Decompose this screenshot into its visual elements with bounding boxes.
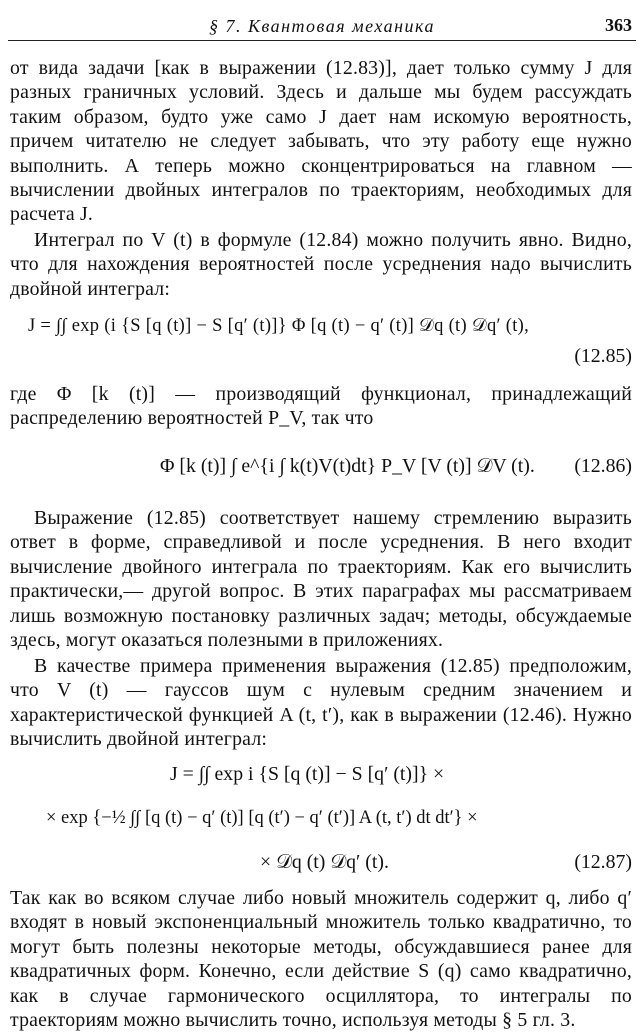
running-title: § 7. Квантовая механика <box>208 16 436 36</box>
equation-number-12-87: (12.87) <box>574 851 632 873</box>
equation-number-12-85: (12.85) <box>574 345 632 367</box>
equation-12-86-body: Φ [k (t)] ∫ e^{i ∫ k(t)V(t)dt} P_V [V (t)] 𝒟V (t). <box>160 455 535 477</box>
paragraph-6: Так как во всяком случае либо новый множитель содержит q, либо q′ входят в новый экспоненциальный множитель только квадратично, то могут быть полезны некоторые методы, обсуждавшиеся ранее для квадратичных форм. Конечно, если действие S (q) само квадратично, как в случае гармонического осциллятора, то интегралы по траекториям можно вычислить точно, используя методы § 5 гл. 3. <box>10 887 632 1032</box>
equation-12-87-line-1: J = ∫∫ exp i {S [q (t)] − S [q′ (t)]} × <box>170 763 445 785</box>
paragraph-3: где Φ [k (t)] — производящий функционал, принадлежащий распределению вероятностей P_V, так что <box>10 383 632 430</box>
equation-12-87 <box>10 756 632 886</box>
equation-12-87-line-3: × 𝒟q (t) 𝒟q′ (t). <box>260 851 389 873</box>
equation-12-86 <box>10 440 632 506</box>
paragraph-1: от вида задачи [как в выражении (12.83)], дает только сумму J для разных граничных условий. Здесь и дальше мы будем рассуждать таким образом, будто уже само J дает нам искомую вероятность, причем читателю не следует забывать, что эту работу еще нужно выполнить. А теперь можно сконцентрироваться на главном — вычислении двойных интегралов по траекториям, необходимых для расчета J. <box>10 57 632 226</box>
equation-12-85 <box>10 306 632 382</box>
equation-number-12-86: (12.86) <box>574 455 632 477</box>
equation-12-85-body: J = ∫∫ exp (i {S [q (t)] − S [q′ (t)]} Φ [q (t) − q′ (t)] 𝒟q (t) 𝒟q′ (t), <box>28 316 530 336</box>
paragraph-4: Выражение (12.85) соответствует нашему стремлению выразить ответ в форме, справедливой и после усреднения. В него входит вычисление двойного интеграла по траекториям. Как его вычислить практически,— другой вопрос. В этих параграфах мы рассматриваем лишь возможную постановку различных задач; методы, обсуждаемые здесь, могут оказаться полезными в приложениях. <box>10 507 632 652</box>
paragraph-2: Интеграл по V (t) в формуле (12.84) можно получить явно. Видно, что для нахождения вероятностей после усреднения надо вычислить двойной интеграл: <box>10 229 632 300</box>
paragraph-5: В качестве примера применения выражения (12.85) предположим, что V (t) — гауссов шум с нулевым средним значением и характеристической функцией A (t, t′), как в выражении (12.46). Нужно вычислить двойной интеграл: <box>10 655 632 751</box>
page-number: 363 <box>605 15 632 35</box>
equation-12-87-line-2: × exp {−½ ∫∫ [q (t) − q′ (t)] [q (t′) − q′ (t′)] A (t, t′) dt dt′} × <box>46 808 478 828</box>
page-header <box>8 14 636 41</box>
page-body <box>10 56 632 1032</box>
